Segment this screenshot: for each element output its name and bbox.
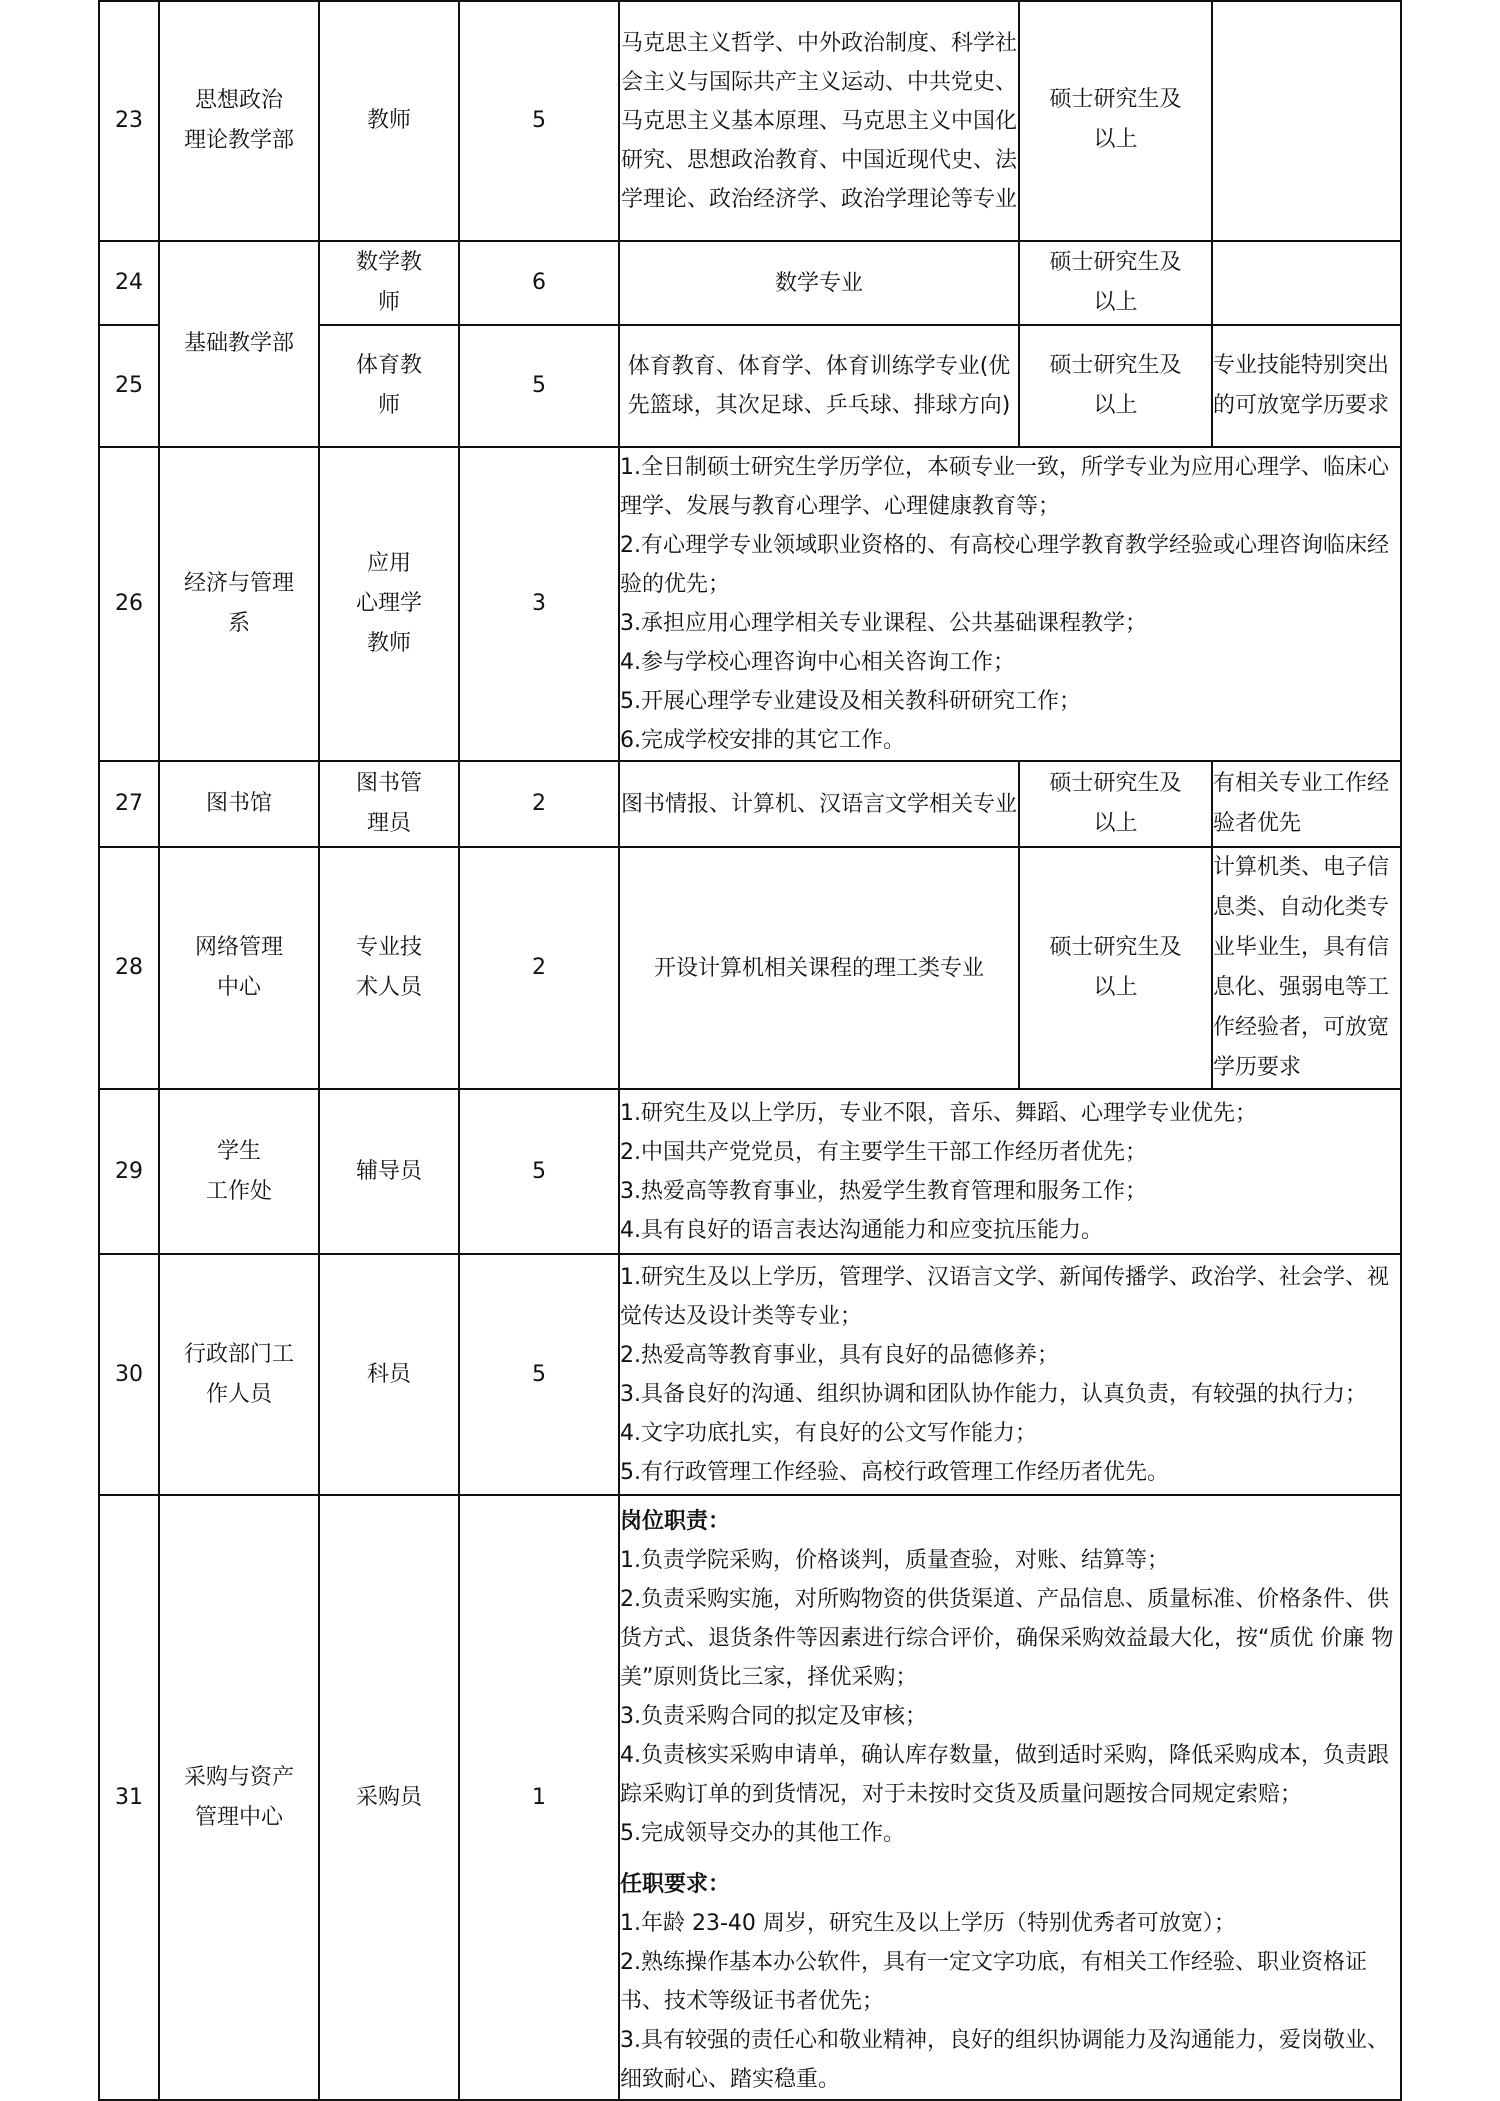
section-gap	[620, 1853, 1400, 1865]
table-row	[99, 847, 1401, 1089]
headcount: 6	[459, 241, 619, 325]
position: 数学教 师	[319, 241, 459, 325]
requirement-line: 4.参与学校心理咨询中心相关咨询工作；	[620, 650, 1015, 675]
table-row	[99, 1089, 1401, 1254]
job-requirements	[619, 1254, 1401, 1495]
table-row	[99, 1495, 1401, 2100]
requirement-heading: 任职要求：	[620, 1872, 731, 1897]
department: 网络管理 中心	[159, 847, 319, 1089]
requirement-line: 5.开展心理学专业建设及相关教科研研究工作；	[620, 689, 1081, 714]
major-requirement: 开设计算机相关课程的理工类专业	[619, 847, 1019, 1089]
duty-line: 2.负责采购实施，对所购物资的供货渠道、产品信息、质量标准、价格条件、供货方式、退货条件等因素进行综合评价，确保采购效益最大化，按“质优 价廉 物美”原则货比三家，择优采购；	[620, 1587, 1394, 1690]
headcount: 5	[459, 1, 619, 241]
remarks: 专业技能特别突出的可放宽学历要求	[1212, 325, 1401, 447]
job-requirements	[619, 447, 1401, 761]
headcount: 5	[459, 1089, 619, 1254]
requirement-line: 5.有行政管理工作经验、高校行政管理工作经历者优先。	[620, 1459, 1169, 1485]
table-row	[99, 761, 1401, 847]
major-requirement: 图书情报、计算机、汉语言文学相关专业	[619, 761, 1019, 847]
table-row	[99, 1254, 1401, 1495]
row-number: 26	[99, 447, 159, 761]
row-number: 31	[99, 1495, 159, 2100]
department: 思想政治 理论教学部	[159, 1, 319, 241]
department: 采购与资产 管理中心	[159, 1495, 319, 2100]
job-requirements	[619, 1089, 1401, 1254]
requirement-line: 2.熟练操作基本办公软件，具有一定文字功底，有相关工作经验、职业资格证书、技术等级证书者优先；	[620, 1950, 1367, 2014]
row-number: 23	[99, 1, 159, 241]
education-requirement: 硕士研究生及 以上	[1019, 847, 1212, 1089]
row-number: 27	[99, 761, 159, 847]
duty-line: 1.负责学院采购，价格谈判，质量查验，对账、结算等；	[620, 1548, 1169, 1573]
major-requirement: 数学专业	[619, 241, 1019, 325]
headcount: 2	[459, 847, 619, 1089]
table-row	[99, 241, 1401, 325]
requirement-line: 1.研究生及以上学历，管理学、汉语言文学、新闻传播学、政治学、社会学、视觉传达及设计类等专业；	[620, 1264, 1389, 1329]
position: 图书管 理员	[319, 761, 459, 847]
education-requirement: 硕士研究生及 以上	[1019, 1, 1212, 241]
row-number: 29	[99, 1089, 159, 1254]
remarks	[1212, 1, 1401, 241]
requirement-line: 2.有心理学专业领域职业资格的、有高校心理学教育教学经验或心理咨询临床经验的优先；	[620, 533, 1389, 597]
position: 专业技 术人员	[319, 847, 459, 1089]
row-number: 24	[99, 241, 159, 325]
position: 辅导员	[319, 1089, 459, 1254]
requirement-line: 3.承担应用心理学相关专业课程、公共基础课程教学；	[620, 611, 1147, 636]
requirement-line: 6.完成学校安排的其它工作。	[620, 728, 905, 753]
headcount: 1	[459, 1495, 619, 2100]
table-row	[99, 1, 1401, 241]
department: 基础教学部	[159, 241, 319, 447]
education-requirement: 硕士研究生及 以上	[1019, 761, 1212, 847]
major-requirement: 马克思主义哲学、中外政治制度、科学社会主义与国际共产主义运动、中共党史、马克思主义基本原理、马克思主义中国化研究、思想政治教育、中国近现代史、法学理论、政治经济学、政治学理论等专业	[619, 1, 1019, 241]
table-row	[99, 447, 1401, 761]
duty-line: 5.完成领导交办的其他工作。	[620, 1821, 905, 1846]
education-requirement: 硕士研究生及 以上	[1019, 241, 1212, 325]
recruitment-table	[98, 0, 1402, 2101]
education-requirement: 硕士研究生及 以上	[1019, 325, 1212, 447]
requirement-line: 1.年龄 23-40 周岁，研究生及以上学历（特别优秀者可放宽）；	[620, 1911, 1236, 1936]
row-number: 25	[99, 325, 159, 447]
remarks: 有相关专业工作经验者优先	[1212, 761, 1401, 847]
requirement-line: 3.具有较强的责任心和敬业精神，良好的组织协调能力及沟通能力，爱岗敬业、细致耐心、踏实稳重。	[620, 2028, 1389, 2092]
position: 科员	[319, 1254, 459, 1495]
duty-line: 3.负责采购合同的拟定及审核；	[620, 1704, 927, 1729]
requirement-line: 3.具备良好的沟通、组织协调和团队协作能力，认真负责，有较强的执行力；	[620, 1381, 1367, 1407]
job-requirements	[619, 1495, 1401, 2100]
requirement-line: 4.具有良好的语言表达沟通能力和应变抗压能力。	[620, 1217, 1103, 1243]
remarks: 计算机类、电子信息类、自动化类专业毕业生，具有信息化、强弱电等工作经验者，可放宽学历要求	[1212, 847, 1401, 1089]
department: 学生 工作处	[159, 1089, 319, 1254]
requirement-line: 1.全日制硕士研究生学历学位，本硕专业一致，所学专业为应用心理学、临床心理学、发展与教育心理学、心理健康教育等；	[620, 455, 1389, 519]
requirement-line: 4.文字功底扎实，有良好的公文写作能力；	[620, 1420, 1037, 1446]
position: 体育教 师	[319, 325, 459, 447]
headcount: 3	[459, 447, 619, 761]
headcount: 2	[459, 761, 619, 847]
requirement-line: 3.热爱高等教育事业，热爱学生教育管理和服务工作；	[620, 1178, 1147, 1204]
requirement-line: 1.研究生及以上学历，专业不限，音乐、舞蹈、心理学专业优先；	[620, 1100, 1257, 1126]
position: 教师	[319, 1, 459, 241]
department: 图书馆	[159, 761, 319, 847]
position: 应用 心理学 教师	[319, 447, 459, 761]
headcount: 5	[459, 1254, 619, 1495]
position: 采购员	[319, 1495, 459, 2100]
major-requirement: 体育教育、体育学、体育训练学专业(优先篮球，其次足球、乒乓球、排球方向)	[619, 325, 1019, 447]
row-number: 28	[99, 847, 159, 1089]
duty-line: 4.负责核实采购申请单，确认库存数量，做到适时采购，降低采购成本，负责跟踪采购订单的到货情况，对于未按时交货及质量问题按合同规定索赔；	[620, 1743, 1389, 1807]
duty-heading: 岗位职责：	[620, 1509, 731, 1534]
requirement-line: 2.热爱高等教育事业，具有良好的品德修养；	[620, 1342, 1059, 1368]
requirement-line: 2.中国共产党党员，有主要学生干部工作经历者优先；	[620, 1139, 1147, 1165]
remarks	[1212, 241, 1401, 325]
department: 行政部门工 作人员	[159, 1254, 319, 1495]
department: 经济与管理 系	[159, 447, 319, 761]
headcount: 5	[459, 325, 619, 447]
row-number: 30	[99, 1254, 159, 1495]
